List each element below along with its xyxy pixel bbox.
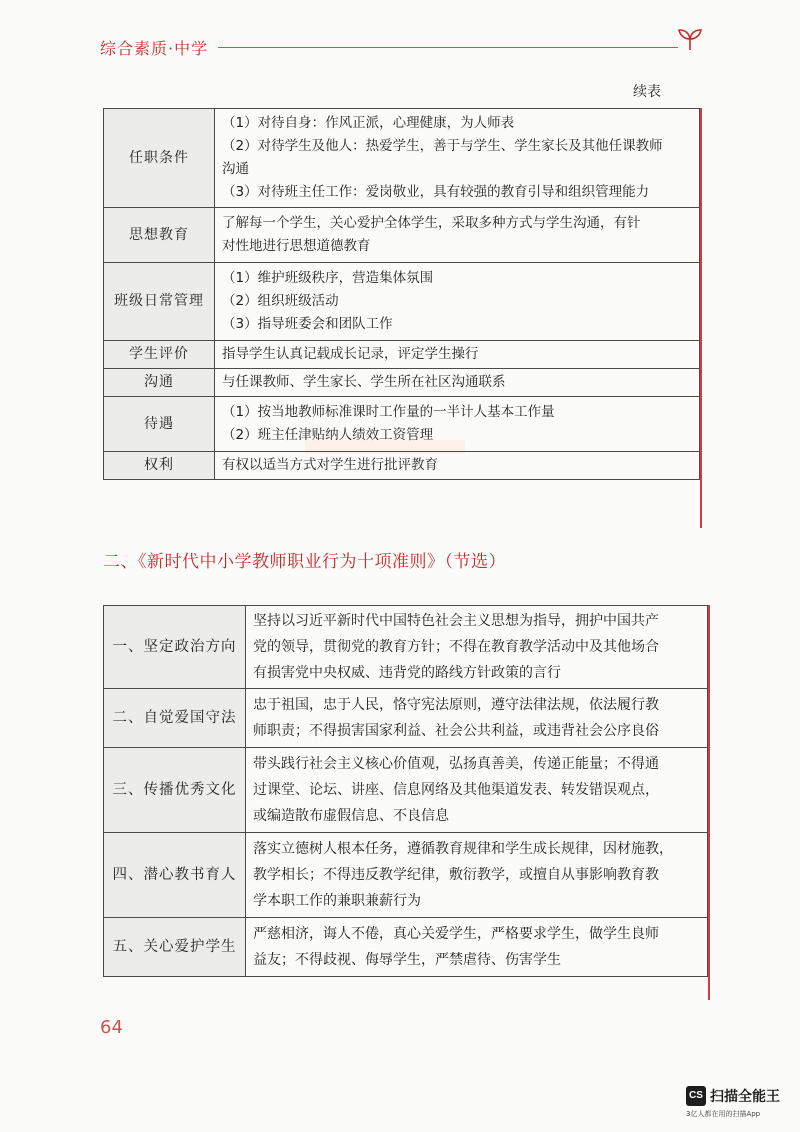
table-row <box>104 918 708 977</box>
content-line: （1）按当地教师标准课时工作量的一半计人基本工作量 <box>222 404 555 420</box>
row-key: 一、坚定政治方向 <box>104 606 246 689</box>
content-line: 或编造散布虚假信息、不良信息 <box>253 808 449 824</box>
row-content <box>246 833 708 918</box>
row-key: 学生评价 <box>104 341 215 369</box>
content-line: 有权以适当方式对学生进行批评教育 <box>222 457 438 473</box>
content-line: 指导学生认真记载成长记录，评定学生操行 <box>222 346 479 362</box>
content-line: 与任课教师、学生家长、学生所在社区沟通联系 <box>222 374 506 390</box>
content-line: 落实立德树人根本任务，遵循教育规律和学生成长规律，因材施教， <box>253 841 673 857</box>
table-row <box>104 748 708 833</box>
scanner-watermark <box>686 1085 792 1123</box>
table-row <box>104 606 708 689</box>
row-key: 待遇 <box>104 397 215 452</box>
row-key: 任职条件 <box>104 109 215 208</box>
row-content <box>215 263 700 341</box>
row-key: 五、关心爱护学生 <box>104 918 246 977</box>
content-line: （3）对待班主任工作：爱岗敬业，具有较强的教育引导和组织管理能力 <box>222 184 650 200</box>
content-line: 学本职工作的兼职兼薪行为 <box>253 893 421 909</box>
row-key: 权利 <box>104 452 215 480</box>
continued-label: 续表 <box>633 84 661 100</box>
content-line: 了解每一个学生，关心爱护全体学生，采取多种方式与学生沟通，有针 <box>222 215 641 231</box>
row-content <box>215 452 700 480</box>
content-line: 带头践行社会主义核心价值观，弘扬真善美，传递正能量；不得通 <box>253 756 659 772</box>
table-row <box>104 369 700 397</box>
row-content <box>246 918 708 977</box>
row-key: 班级日常管理 <box>104 263 215 341</box>
content-line: 党的领导，贯彻党的教育方针；不得在教育教学活动中及其他场合 <box>253 639 659 655</box>
row-content <box>246 748 708 833</box>
sprout-icon <box>676 27 704 51</box>
row-key: 沟通 <box>104 369 215 397</box>
table-row <box>104 689 708 748</box>
row-content <box>215 109 700 208</box>
content-line: 师职责；不得损害国家利益、社会公共利益，或违背社会公序良俗 <box>253 723 659 739</box>
content-line: （3）指导班委会和团队工作 <box>222 316 393 332</box>
row-content <box>215 341 700 369</box>
content-line: 教学相长；不得违反教学纪律，敷衍教学，或擅自从事影响教育教 <box>253 867 659 883</box>
row-key: 三、传播优秀文化 <box>104 748 246 833</box>
content-line: （2）对待学生及他人：热爱学生，善于与学生、学生家长及其他任课教师 <box>222 138 663 154</box>
scanner-tagline: 3亿人都在用的扫描App <box>686 1110 761 1118</box>
row-content <box>215 397 700 452</box>
table-row <box>104 452 700 480</box>
table-row <box>104 263 700 341</box>
table-red-edge <box>708 605 710 1000</box>
row-key: 二、自觉爱国守法 <box>104 689 246 748</box>
row-content <box>215 208 700 263</box>
table-row <box>104 397 700 452</box>
content-line: （1）维护班级秩序，营造集体氛围 <box>222 270 434 286</box>
conduct-rules-table <box>103 605 708 977</box>
scanner-name: 扫描全能王 <box>710 1089 780 1105</box>
content-line: （2）组织班级活动 <box>222 293 339 309</box>
table-row <box>104 208 700 263</box>
row-key: 四、潜心教书育人 <box>104 833 246 918</box>
row-content <box>246 689 708 748</box>
content-line: 对性地进行思想道德教育 <box>222 238 371 254</box>
content-line: （1）对待自身：作风正派，心理健康，为人师表 <box>222 115 515 131</box>
header-rule <box>218 47 678 48</box>
row-content <box>246 606 708 689</box>
table-row <box>104 341 700 369</box>
content-line: 有损害党中央权威、违背党的路线方针政策的言行 <box>253 665 561 681</box>
page-number: 64 <box>100 1017 123 1038</box>
table-row <box>104 109 700 208</box>
content-line: 坚持以习近平新时代中国特色社会主义思想为指导，拥护中国共产 <box>253 613 659 629</box>
content-line: （2）班主任津贴纳人绩效工资管理 <box>222 427 434 443</box>
content-line: 严慈相济，诲人不倦，真心关爱学生，严格要求学生，做学生良师 <box>253 926 659 942</box>
row-key: 思想教育 <box>104 208 215 263</box>
duties-table <box>103 108 700 480</box>
row-content <box>215 369 700 397</box>
content-line: 过课堂、论坛、讲座、信息网络及其他渠道发表、转发错误观点， <box>253 782 659 798</box>
section-title: 二、《新时代中小学教师职业行为十项准则》（节选） <box>103 552 506 572</box>
book-title: 综合素质·中学 <box>100 39 209 58</box>
table-row <box>104 833 708 918</box>
content-line: 益友；不得歧视、侮辱学生，严禁虐待、伤害学生 <box>253 952 561 968</box>
page-header <box>0 0 800 70</box>
content-line: 忠于祖国，忠于人民，恪守宪法原则，遵守法律法规，依法履行教 <box>253 697 659 713</box>
content-line: 沟通 <box>222 161 249 177</box>
scanner-logo: CS <box>686 1086 706 1106</box>
table-red-edge <box>700 108 702 528</box>
